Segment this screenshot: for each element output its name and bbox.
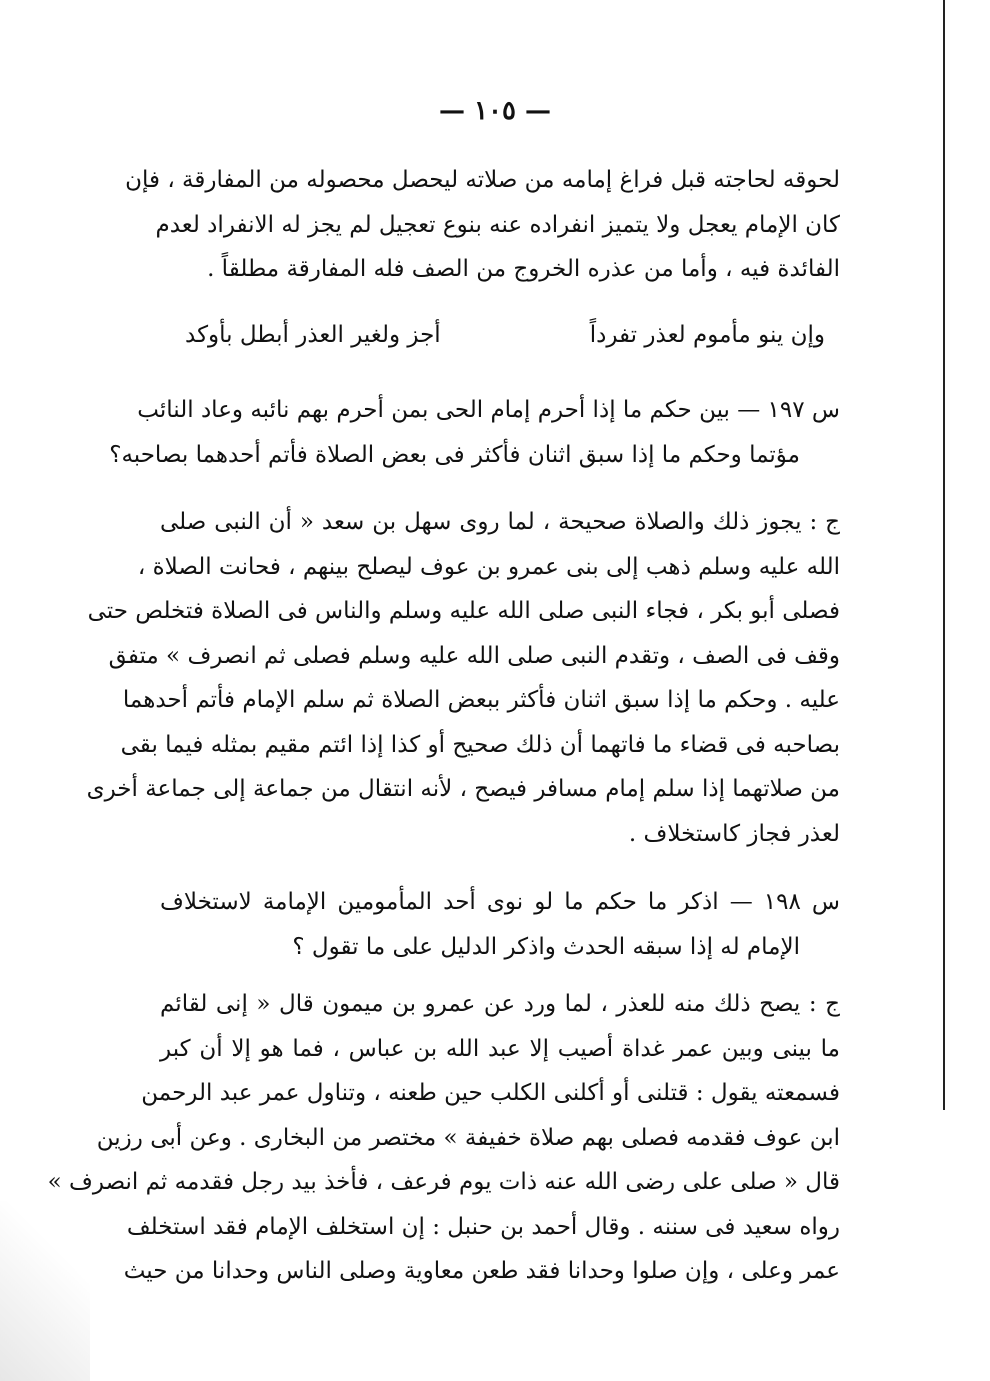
poem-verse (185, 322, 825, 348)
text-line: لحوقه لحاجته قبل فراغ إمامه من صلاته ليحصل محصوله من المفارقة ، فإن (125, 167, 840, 193)
question-198 (160, 880, 840, 969)
text-line: س ١٩٧ — بين حكم ما إذا أحرم إمام الحى بمن أحرم بهم نائبه وعاد النائب (137, 397, 840, 423)
text-line: عمر وعلى ، وإن صلوا وحدانا فقد طعن معاوية وصلى الناس وحدانا من حيث (123, 1258, 840, 1284)
paragraph-continuation (125, 158, 840, 292)
answer-197 (86, 500, 840, 856)
text-line: ج : يصح ذلك منه للعذر ، لما ورد عن عمرو بن ميمون قال « إنى لقائم (160, 991, 840, 1017)
text-line: بصاحبه فى قضاء ما فاتهما أن ذلك صحيح أو كذا إذا ائتم مقيم بمثله فيما بقى (120, 731, 840, 758)
text-line: عليه . وحكم ما إذا سبق اثنان فأكثر ببعض الصلاة ثم سلم الإمام فأتم أحدهما (122, 687, 840, 713)
text-line: ما بينى وبين عمر غداة أصيب إلا عبد الله بن عباس ، فما هو إلا أن كبر (160, 1035, 840, 1062)
question-197 (109, 388, 840, 477)
text-line: الله عليه وسلم ذهب إلى بنى عمرو بن عوف ليصلح بينهم ، فحانت الصلاة ، (137, 553, 840, 580)
text-line: ج : يجوز ذلك والصلاة صحيحة ، لما روى سهل بن سعد « أن النبى صلى (160, 509, 840, 535)
text-line: كان الإمام يعجل ولا يتميز انفراده عنه بنوع تعجيل لم يجز له الانفراد لعدم (155, 211, 840, 238)
text-line: من صلاتهما إذا سلم إمام مسافر فيصح ، لأنه انتقال من جماعة إلى جماعة أخرى (86, 776, 840, 802)
text-line: قال « صلى على رضى الله عنه ذات يوم فرعف ، فأخذ بيد رجل فقدمه ثم انصرف » (47, 1169, 840, 1195)
page-corner-shade (0, 1201, 90, 1381)
page-number: — ١٠٥ — (438, 96, 552, 126)
text-line: الإمام له إذا سبقه الحدث واذكر الدليل على ما تقول ؟ (292, 933, 800, 960)
binding-edge-line (943, 0, 945, 1110)
text-line: مؤتما وحكم ما إذا سبق اثنان فأكثر فى بعض الصلاة فأتم أحدهما بصاحبه؟ (109, 441, 800, 468)
verse-first-hemistich: وإن ينو مأموم لعذر تفرداً (589, 322, 825, 348)
verse-second-hemistich: أجز ولغير العذر أبطل بأوكد (185, 322, 441, 348)
text-line: لعذر فجاز كاستخلاف . (628, 820, 840, 847)
text-line: وقف فى الصف ، وتقدم النبى صلى الله عليه وسلم فصلى ثم انصرف » متفق (108, 642, 840, 669)
text-line: فسمعته يقول : قتلنى أو أكلنى الكلب حين طعنه ، وتناول عمر عبد الرحمن (141, 1080, 840, 1106)
text-line: ابن عوف فقدمه فصلى بهم صلاة خفيفة » مختصر من البخارى . وعن أبى رزين (96, 1124, 840, 1151)
answer-198 (47, 982, 840, 1294)
text-line: س ١٩٨ — اذكر ما حكم ما لو نوى أحد المأمومين الإمامة لاستخلاف (160, 889, 840, 915)
text-line: رواه سعيد فى سننه . وقال أحمد بن حنبل : إن استخلف الإمام فقد استخلف (126, 1213, 840, 1240)
text-line: فصلى أبو بكر ، فجاء النبى صلى الله عليه وسلم والناس فى الصلاة فتخلص حتى (87, 598, 840, 624)
text-line: الفائدة فيه ، وأما من عذره الخروج من الصف فله المفارقة مطلقاً . (207, 256, 840, 282)
